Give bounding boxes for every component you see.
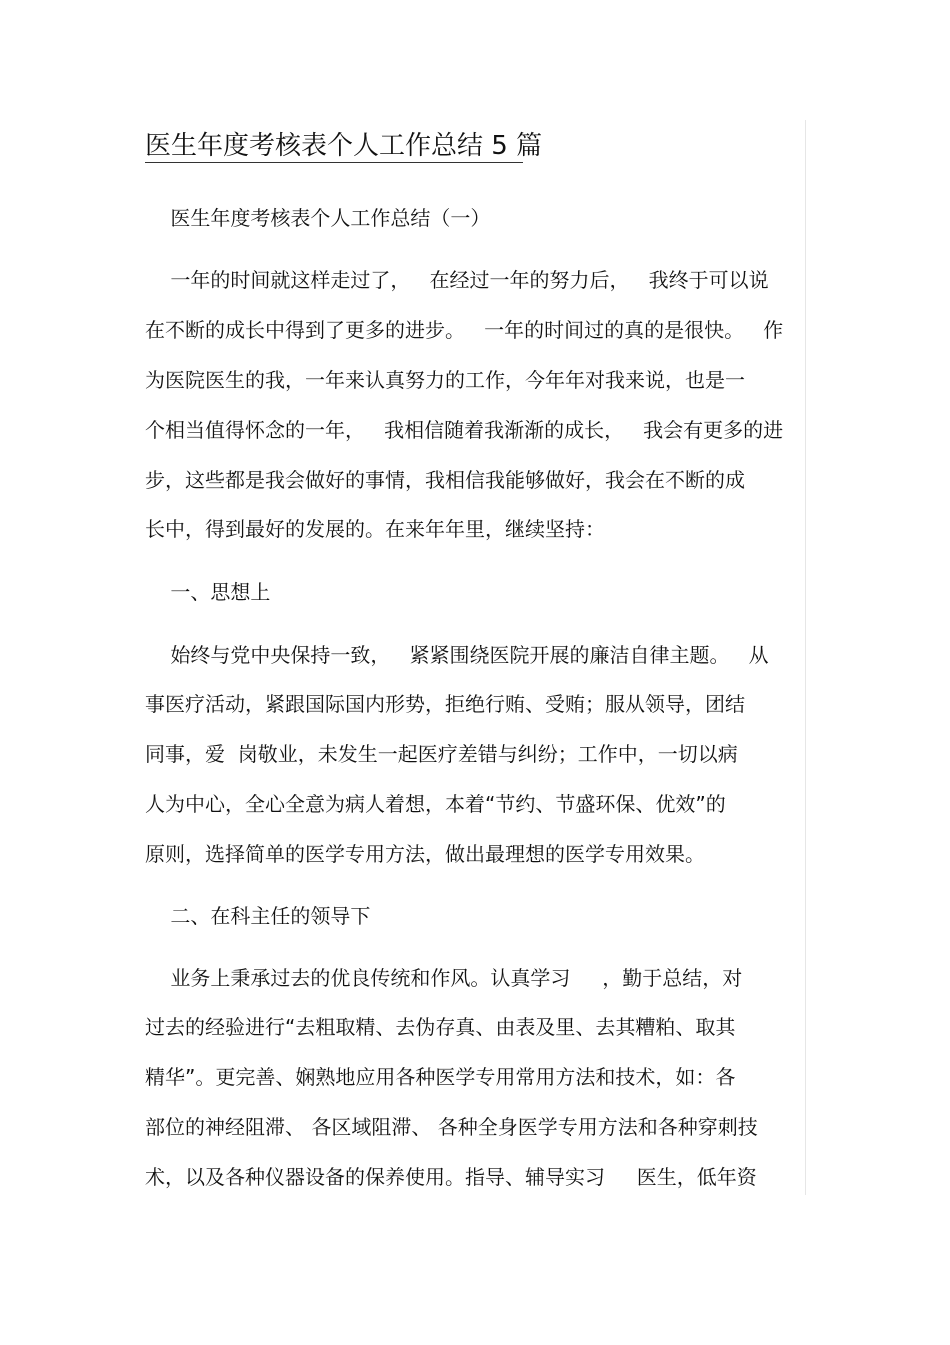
section-heading: 一、思想上 (145, 580, 271, 604)
paragraph-line: 同事，爱 岗敬业，未发生一起医疗差错与纠纷；工作中，一切以病 (145, 742, 738, 766)
paragraph-line: 术，以及各种仪器设备的保养使用。指导、辅导实习 医生，低年资 (145, 1165, 757, 1189)
paragraph-line: 事医疗活动，紧跟国际国内形势，拒绝行贿、受贿；服从领导，团结 (145, 692, 745, 716)
paragraph-line: 始终与党中央保持一致， 紧紧围绕医院开展的廉洁自律主题。 从 (145, 643, 769, 667)
paragraph-line: 业务上秉承过去的优良传统和作风。认真学习 ，勤于总结，对 (145, 966, 743, 990)
paragraph-line: 过去的经验进行“去粗取精、去伪存真、由表及里、去其糟粕、取其 (145, 1015, 736, 1039)
paragraph-line: 人为中心，全心全意为病人着想，本着“节约、节盛环保、优效”的 (145, 792, 726, 816)
section-heading: 二、在科主任的领导下 (145, 904, 371, 928)
title-underline (145, 162, 523, 163)
paragraph-line: 一年的时间就这样走过了， 在经过一年的努力后， 我终于可以说 (145, 268, 769, 292)
paragraph-line: 原则，选择简单的医学专用方法，做出最理想的医学专用效果。 (145, 842, 705, 866)
paragraph-line: 个相当值得怀念的一年， 我相信随着我渐渐的成长， 我会有更多的进 (145, 418, 784, 442)
paragraph-line: 步，这些都是我会做好的事情，我相信我能够做好，我会在不断的成 (145, 468, 745, 492)
paragraph-line: 为医院医生的我，一年来认真努力的工作，今年年对我来说，也是一 (145, 368, 745, 392)
paragraph-line: 长中，得到最好的发展的。在来年年里，继续坚持： (145, 517, 605, 541)
page-edge-line (805, 120, 806, 1195)
paragraph-line: 部位的神经阻滞、 各区域阻滞、 各种全身医学专用方法和各种穿刺技 (145, 1115, 758, 1139)
document-title: 医生年度考核表个人工作总结 5 篇 (145, 131, 543, 161)
section-heading: 医生年度考核表个人工作总结（一） (145, 206, 491, 230)
paragraph-line: 在不断的成长中得到了更多的进步。 一年的时间过的真的是很快。 作 (145, 318, 784, 342)
paragraph-line: 精华”。更完善、娴熟地应用各种医学专用常用方法和技术，如：各 (145, 1065, 736, 1089)
